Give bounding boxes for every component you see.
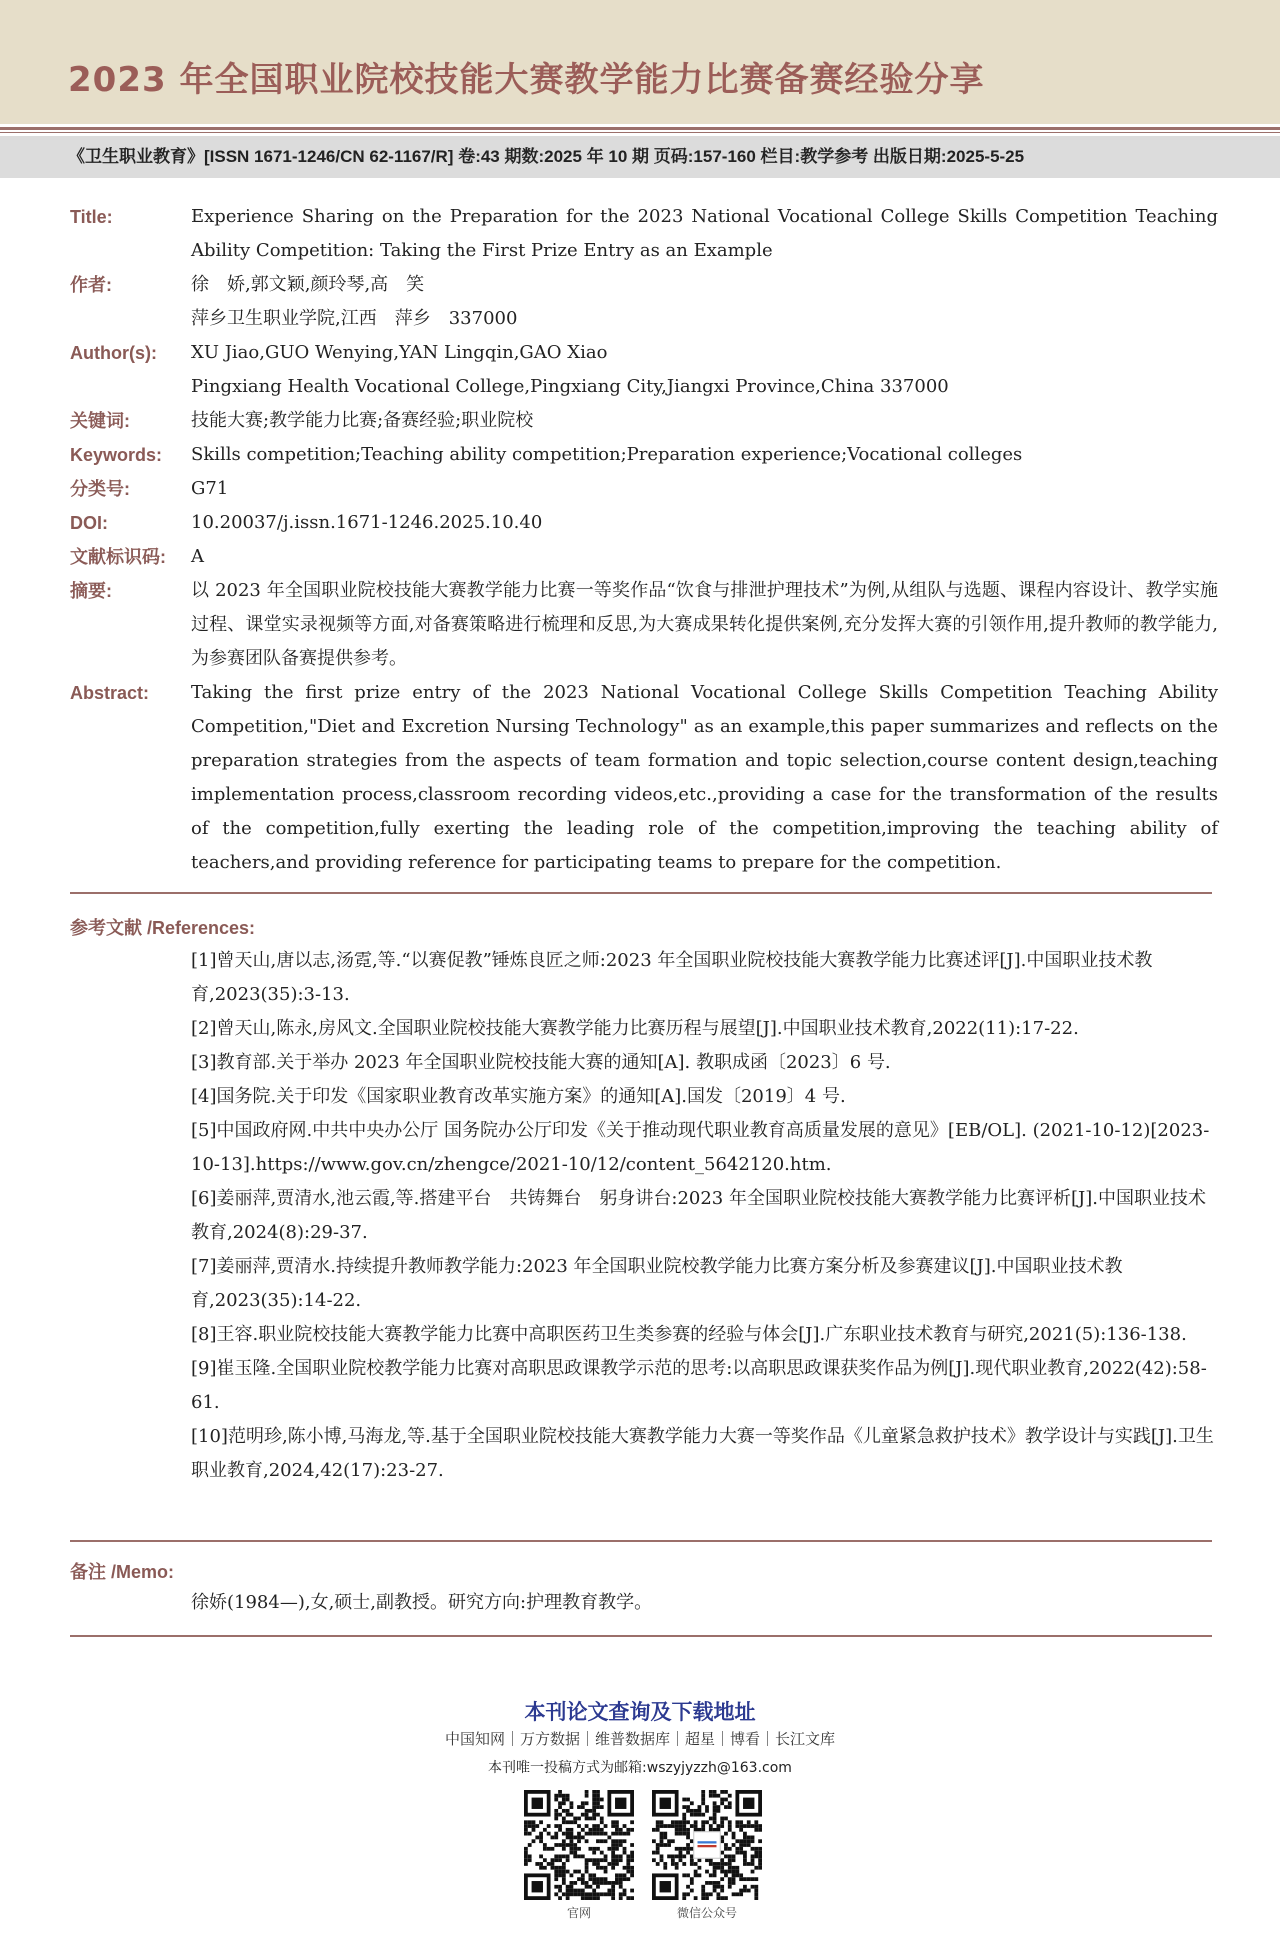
meta-row [70, 506, 1218, 540]
meta-value: Skills competition;Teaching ability competition;Preparation experience;Vocational colleges [191, 444, 1023, 465]
footer-sites: 中国知网｜万方数据｜维普数据库｜超星｜博看｜长江文库 [444, 1730, 835, 1748]
meta-value: G71 [191, 478, 229, 499]
qr-code-wechat[interactable] [652, 1790, 762, 1900]
meta-value: Experience Sharing on the Preparation for the 2023 National Vocational College Skills Competition Teaching Ability Competition: Taking the First Prize Entry as an Example [191, 206, 1218, 261]
references-heading: 参考文献 /References: [70, 918, 256, 938]
meta-value: A [191, 546, 204, 567]
meta-row [70, 336, 1218, 370]
reference-item: [7]姜丽萍,贾清水.持续提升教师教学能力:2023 年全国职业院校教学能力比赛方案分析及参赛建议[J].中国职业技术教育,2023(35):14-22. [191, 1256, 1123, 1311]
memo-text: 徐娇(1984—),女,硕士,副教授。研究方向:护理教育教学。 [191, 1592, 653, 1613]
meta-label: Author(s): [70, 343, 157, 363]
divider [70, 1635, 1212, 1637]
reference-item: [1]曾天山,唐以志,汤霓,等.“以赛促教”锤炼良匠之师:2023 年全国职业院校技能大赛教学能力比赛述评[J].中国职业技术教育,2023(35):3-13. [191, 950, 1153, 1005]
meta-label: 文献标识码: [70, 547, 166, 567]
meta-row [70, 302, 1218, 336]
divider [70, 1540, 1212, 1542]
meta-row [70, 370, 1218, 404]
reference-item: [2]曾天山,陈永,房风文.全国职业院校技能大赛教学能力比赛历程与展望[J].中国职业技术教育,2022(11):17-22. [191, 1018, 1079, 1039]
article-metadata [70, 200, 1218, 880]
meta-label [70, 302, 191, 336]
divider [0, 127, 1280, 130]
meta-label: Abstract: [70, 683, 150, 703]
article-title: 2023 年全国职业院校技能大赛教学能力比赛备赛经验分享 [68, 60, 985, 100]
meta-row [70, 676, 1218, 880]
meta-value: Pingxiang Health Vocational College,Pingxiang City,Jiangxi Province,China 337000 [191, 376, 949, 397]
meta-row [70, 472, 1218, 506]
reference-item: [3]教育部.关于举办 2023 年全国职业院校技能大赛的通知[A]. 教职成函〔2023〕6 号. [191, 1052, 891, 1073]
meta-row [70, 200, 1218, 268]
meta-label: 分类号: [70, 479, 130, 499]
qr-label-website: 官网 [566, 1906, 591, 1920]
references-list [191, 944, 1218, 1488]
meta-value: 技能大赛;教学能力比赛;备赛经验;职业院校 [191, 410, 534, 431]
memo-heading: 备注 /Memo: [70, 1562, 175, 1582]
meta-value: 徐 娇,郭文颖,颜玲琴,高 笑 [191, 274, 425, 295]
meta-row [70, 268, 1218, 302]
qr-code-website[interactable] [524, 1790, 634, 1900]
reference-item: [4]国务院.关于印发《国家职业教育改革实施方案》的通知[A].国发〔2019〕4 号. [191, 1086, 846, 1107]
divider [70, 892, 1212, 894]
qr-label-wechat: 微信公众号 [676, 1906, 737, 1920]
divider [0, 132, 1280, 133]
meta-label: Title: [70, 207, 113, 227]
reference-item: [5]中国政府网.中共中央办公厅 国务院办公厅印发《关于推动现代职业教育高质量发展的意见》[EB/OL]. (2021-10-12)[2023-10-13].https://www.gov.cn/zhengce/2021-10/12/content_5642120.htm. [191, 1120, 1210, 1175]
meta-value: XU Jiao,GUO Wenying,YAN Lingqin,GAO Xiao [191, 342, 608, 363]
reference-item: [9]崔玉隆.全国职业院校教学能力比赛对高职思政课教学示范的思考:以高职思政课获奖作品为例[J].现代职业教育,2022(42):58-61. [191, 1358, 1207, 1413]
meta-label [70, 370, 191, 404]
meta-value: 以 2023 年全国职业院校技能大赛教学能力比赛一等奖作品“饮食与排泄护理技术”为例,从组队与选题、课程内容设计、教学实施过程、课堂实录视频等方面,对备赛策略进行梳理和反思,为大赛成果转化提供案例,充分发挥大赛的引领作用,提升教师的教学能力,为参赛团队备赛提供参考。 [191, 580, 1218, 669]
reference-item: [6]姜丽萍,贾清水,池云霞,等.搭建平台 共铸舞台 躬身讲台:2023 年全国职业院校技能大赛教学能力比赛评析[J].中国职业技术教育,2024(8):29-37. [191, 1188, 1206, 1243]
meta-row [70, 574, 1218, 676]
reference-item: [8]王容.职业院校技能大赛教学能力比赛中高职医药卫生类参赛的经验与体会[J].广东职业技术教育与研究,2021(5):136-138. [191, 1324, 1187, 1345]
meta-label: 关键词: [70, 411, 130, 431]
reference-item: [10]范明珍,陈小博,马海龙,等.基于全国职业院校技能大赛教学能力大赛一等奖作品《儿童紧急救护技术》教学设计与实践[J].卫生职业教育,2024,42(17):23-27. [191, 1426, 1214, 1481]
meta-row [70, 404, 1218, 438]
meta-value: Taking the first prize entry of the 2023 National Vocational College Skills Competition Teaching Ability Competition,"Diet and Excretion Nursing Technology" as an example,this paper summarizes and reflects on the preparation strategies from the aspects of team formation and topic selection,course content design,teaching implementation process,classroom recording videos,etc.,providing a case for the transformation of the results of the competition,fully exerting the leading role of the competition,improving the teaching ability of teachers,and providing reference for participating teams to prepare for the competition. [191, 682, 1218, 873]
footer-email[interactable]: 本刊唯一投稿方式为邮箱:wszyjyzzh@163.com [488, 1760, 792, 1776]
meta-value: 萍乡卫生职业学院,江西 萍乡 337000 [191, 308, 518, 329]
meta-label: 摘要: [70, 581, 112, 601]
footer-title: 本刊论文查询及下载地址 [524, 1700, 756, 1724]
meta-label: Keywords: [70, 445, 163, 465]
meta-label: DOI: [70, 513, 108, 533]
meta-row [70, 438, 1218, 472]
meta-row [70, 540, 1218, 574]
journal-info: 《卫生职业教育》[ISSN 1671-1246/CN 62-1167/R] 卷:43 期数:2025 年 10 期 页码:157-160 栏目:教学参考 出版日期:2025-5-25 [0, 136, 1280, 178]
meta-value: 10.20037/j.issn.1671-1246.2025.10.40 [191, 512, 543, 533]
meta-label: 作者: [70, 275, 112, 295]
